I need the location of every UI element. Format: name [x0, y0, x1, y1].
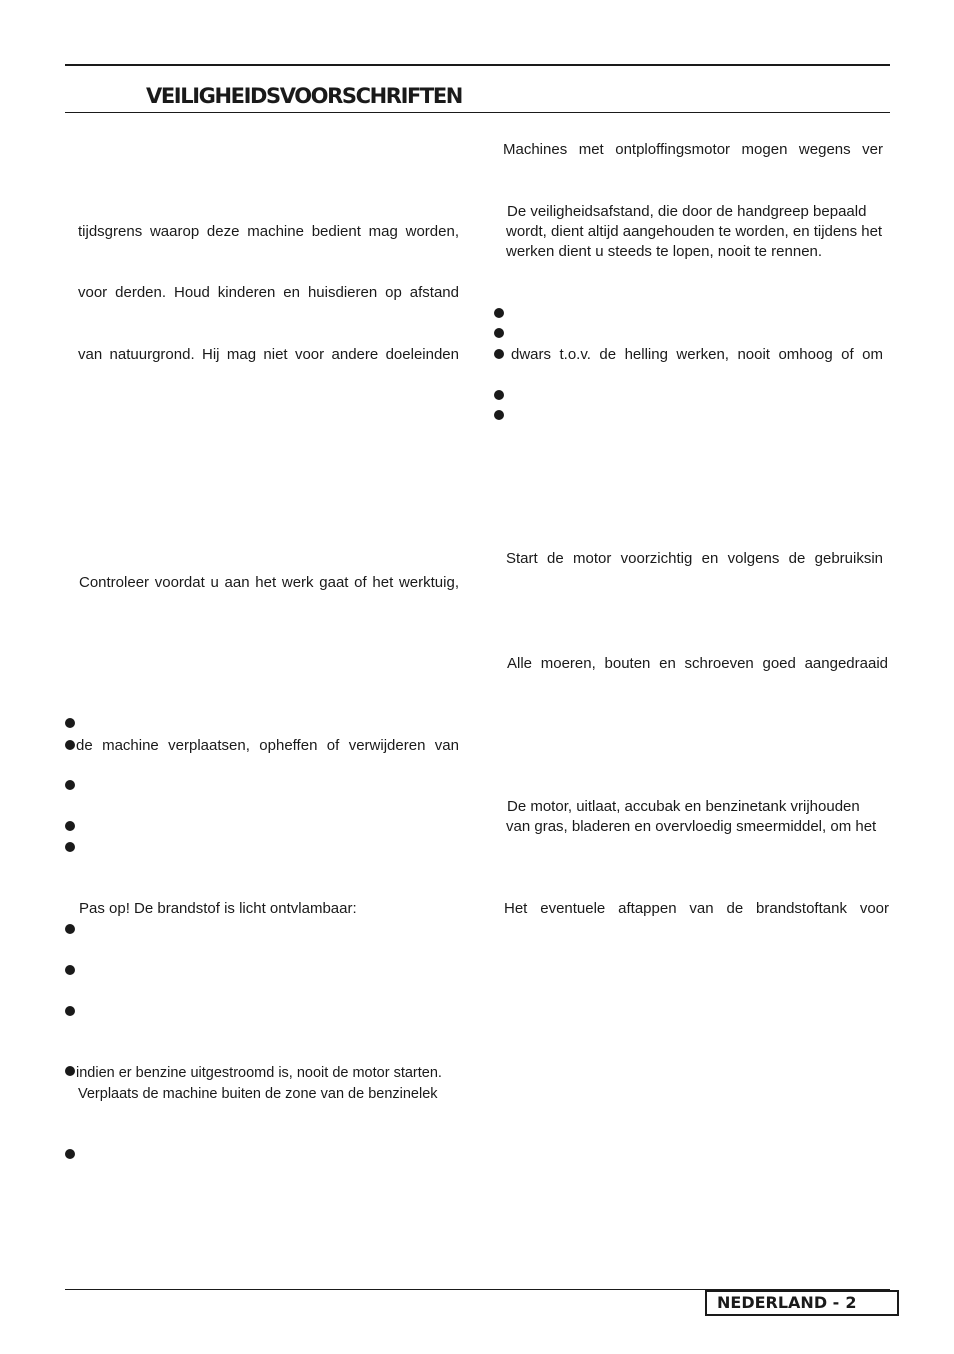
- bullet-icon: [494, 390, 504, 400]
- left-line-5: de machine verplaatsen, opheffen of verwijderen van: [76, 737, 459, 754]
- page-footer-box: [705, 1290, 899, 1316]
- bullet-icon: [65, 1066, 75, 1076]
- page-title: VEILIGHEIDSVOORSCHRIFTEN: [146, 84, 462, 108]
- bullet-icon: [65, 740, 75, 750]
- bullet-icon: [65, 1006, 75, 1016]
- bullet-icon: [65, 780, 75, 790]
- header-rule: [65, 112, 890, 113]
- left-line-4: Controleer voordat u aan het werk gaat of het werktuig,: [79, 574, 459, 591]
- page-number: 2: [845, 1293, 857, 1312]
- right-line-7: Alle moeren, bouten en schroeven goed aangedraaid: [507, 655, 888, 672]
- bullet-icon: [494, 328, 504, 338]
- left-line-1: tijdsgrens waarop deze machine bedient mag worden,: [78, 223, 459, 240]
- right-line-1: Machines met ontploffingsmotor mogen wegens ver: [503, 141, 883, 158]
- bullet-icon: [494, 410, 504, 420]
- right-line-3: wordt, dient altijd aangehouden te worden, en tijdens het: [506, 223, 883, 240]
- right-line-8: De motor, uitlaat, accubak en benzinetank vrijhouden: [507, 798, 860, 815]
- bullet-icon: [65, 718, 75, 728]
- left-line-8: Verplaats de machine buiten de zone van de benzinelek: [78, 1086, 438, 1102]
- bullet-icon: [65, 924, 75, 934]
- left-line-6: Pas op! De brandstof is licht ontvlambaar:: [79, 900, 357, 917]
- right-line-5: dwars t.o.v. de helling werken, nooit omhoog of om: [511, 346, 883, 363]
- bullet-icon: [65, 965, 75, 975]
- top-rule: [65, 64, 890, 66]
- right-line-9: van gras, bladeren en overvloedig smeermiddel, om het: [506, 818, 877, 835]
- right-line-6: Start de motor voorzichtig en volgens de gebruiksin: [506, 550, 883, 567]
- bullet-icon: [65, 1149, 75, 1159]
- right-line-2: De veiligheidsafstand, die door de handgreep bepaald: [507, 203, 867, 220]
- left-line-3: van natuurgrond. Hij mag niet voor andere doeleinden: [78, 346, 459, 363]
- bullet-icon: [494, 349, 504, 359]
- footer-language: NEDERLAND -: [717, 1293, 840, 1312]
- right-line-10: Het eventuele aftappen van de brandstoftank voor: [504, 900, 889, 917]
- left-line-2: voor derden. Houd kinderen en huisdieren op afstand: [78, 284, 459, 301]
- bullet-icon: [494, 308, 504, 318]
- bullet-icon: [65, 821, 75, 831]
- bullet-icon: [65, 842, 75, 852]
- left-line-7: indien er benzine uitgestroomd is, nooit de motor starten.: [76, 1065, 442, 1081]
- right-line-4: werken dient u steeds te lopen, nooit te rennen.: [506, 243, 823, 260]
